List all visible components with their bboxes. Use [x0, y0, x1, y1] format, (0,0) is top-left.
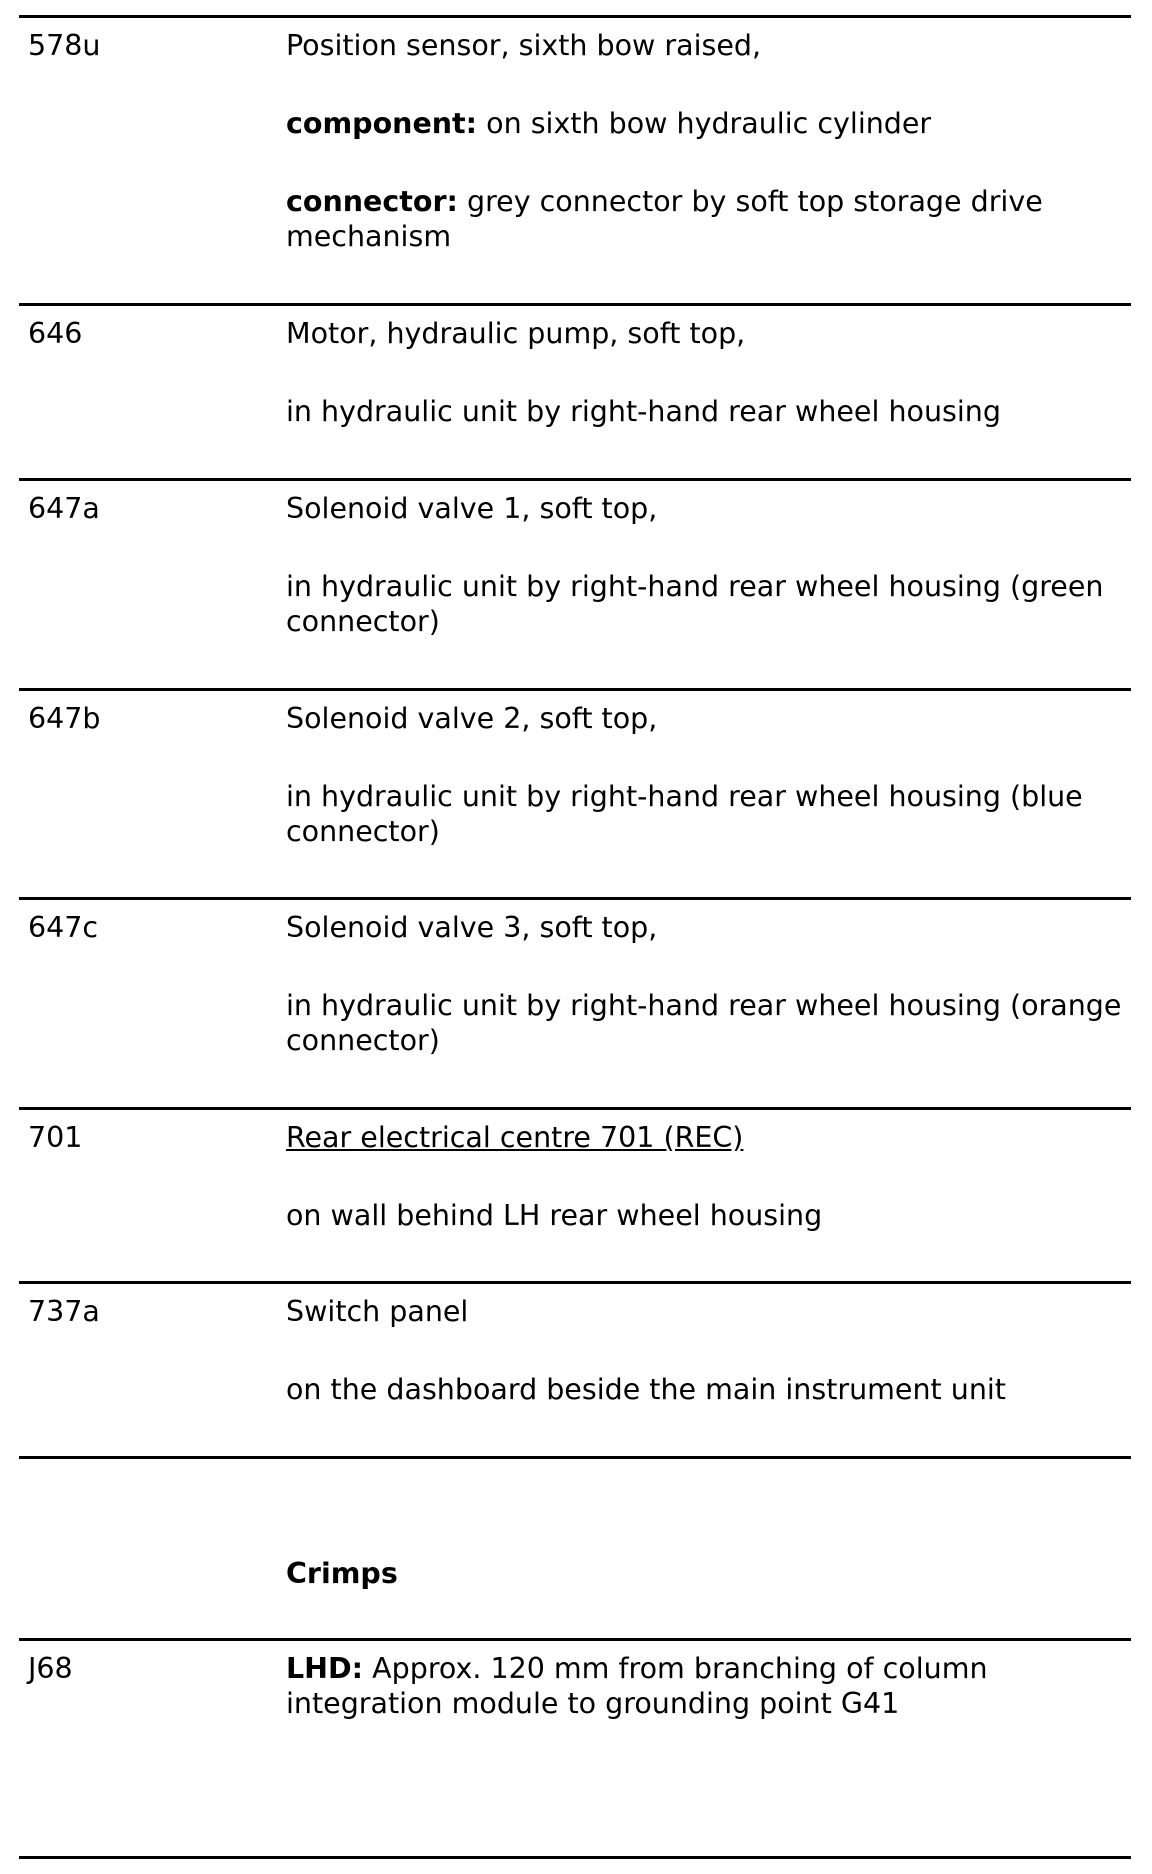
component-title: Motor, hydraulic pump, soft top,: [286, 317, 746, 350]
crimps-heading: Crimps: [286, 1557, 398, 1590]
component-label: component:: [286, 107, 478, 140]
connector-label: connector:: [286, 185, 458, 218]
component-title: Position sensor, sixth bow raised,: [286, 29, 762, 62]
component-code: 646: [28, 317, 83, 350]
component-code: 647c: [28, 911, 99, 944]
component-description: [286, 910, 1131, 1058]
crimp-label: LHD:: [286, 1652, 364, 1685]
table-rule: [19, 1456, 1131, 1459]
connector-location: connector: grey connector by soft top storage drive mechanism: [286, 185, 1043, 253]
component-location: on the dashboard beside the main instrument unit: [286, 1373, 1006, 1406]
component-description: [286, 1120, 1131, 1233]
table-rule: [19, 897, 1131, 900]
component-description: [286, 316, 1131, 429]
component-code: 647a: [28, 492, 100, 525]
component-description: [286, 491, 1131, 639]
component-code: 737a: [28, 1295, 100, 1328]
component-code: 701: [28, 1121, 83, 1154]
table-rule: [19, 1856, 1131, 1859]
table-rule: [19, 1107, 1131, 1110]
component-location: in hydraulic unit by right-hand rear wheel housing (blue connector): [286, 780, 1083, 848]
rec-link[interactable]: Rear electrical centre 701 (REC): [286, 1121, 744, 1154]
component-code: 578u: [28, 29, 101, 62]
table-rule: [19, 303, 1131, 306]
table-rule: [19, 688, 1131, 691]
component-description: [286, 1294, 1131, 1407]
table-rule: [19, 15, 1131, 18]
component-description: [286, 701, 1131, 849]
component-title: Solenoid valve 1, soft top,: [286, 492, 658, 525]
table-rule: [19, 1638, 1131, 1641]
component-location: in hydraulic unit by right-hand rear wheel housing (orange connector): [286, 989, 1122, 1057]
table-rule: [19, 478, 1131, 481]
component-code: 647b: [28, 702, 101, 735]
component-title: Solenoid valve 3, soft top,: [286, 911, 658, 944]
component-location: component: on sixth bow hydraulic cylinder: [286, 107, 932, 140]
table-rule: [19, 1281, 1131, 1284]
component-title: Switch panel: [286, 1295, 469, 1328]
component-title: Solenoid valve 2, soft top,: [286, 702, 658, 735]
component-location: in hydraulic unit by right-hand rear wheel housing: [286, 395, 1001, 428]
crimp-code: J68: [28, 1652, 73, 1685]
component-location: on wall behind LH rear wheel housing: [286, 1199, 823, 1232]
component-location: in hydraulic unit by right-hand rear wheel housing (green connector): [286, 570, 1104, 638]
component-description: [286, 28, 1131, 254]
crimp-description: LHD: Approx. 120 mm from branching of column integration module to grounding point G41: [286, 1652, 988, 1720]
